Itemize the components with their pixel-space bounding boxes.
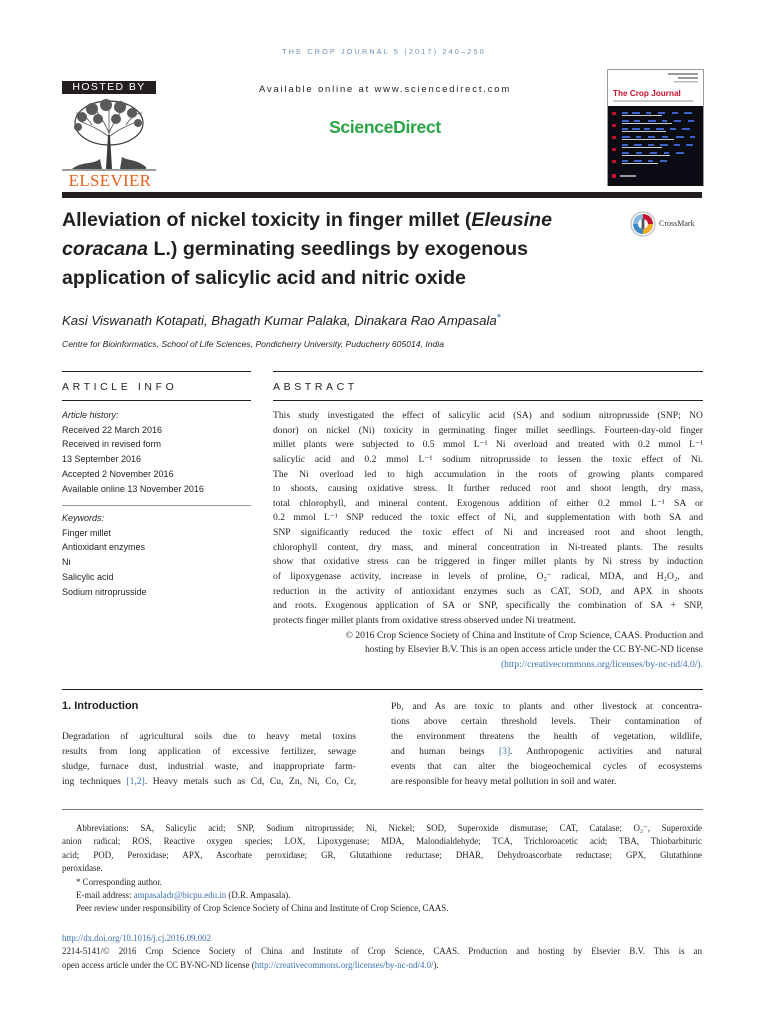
corresponding-author-note: * Corresponding author. <box>76 876 163 887</box>
intro-line: Degradation of agricultural soils due to heavy metal toxins <box>62 731 356 742</box>
abstract-top-rule <box>273 371 703 372</box>
crossmark-badge[interactable] <box>630 211 702 237</box>
title-part-2: L.) germinating seedlings by exogenous <box>148 238 529 260</box>
abstract-copyright: hosting by Elsevier B.V. This is an open access article under the CC BY-NC-ND license <box>364 644 703 656</box>
abstract-line: and roots. Exogenous application of SA or SNP, specifically the combination of SA + SNP, <box>273 600 703 612</box>
title-part-1: Alleviation of nickel toxicity in finger millet ( <box>62 209 472 231</box>
email-line <box>62 889 702 902</box>
article-history <box>62 408 204 496</box>
abstract-line: millet plants were subjected to 0.5 mmol L⁻¹ Ni overload and treated with 0.2 mmol L⁻¹ <box>273 439 703 451</box>
author-list <box>62 312 501 328</box>
article-info-mid-rule <box>62 400 251 401</box>
abstract-line: SNP significantly reduced the toxic effect of Ni and increased root and shoot length, <box>273 527 703 539</box>
keyword-item: Finger millet <box>62 527 112 538</box>
author-names: Kasi Viswanath Kotapati, Bhagath Kumar Palaka, Dinakara Rao Ampasala <box>62 313 497 328</box>
doi-block <box>62 932 702 972</box>
article-info-heading: ARTICLE INFO <box>62 381 178 393</box>
crossmark-icon <box>630 211 656 237</box>
keywords <box>62 511 147 599</box>
abstract-copyright: © 2016 Crop Science Society of China and Institute of Crop Science, CAAS. Production and <box>345 629 703 641</box>
email-link[interactable]: ampasaladr@bicpu.edu.in <box>133 889 227 900</box>
intro-right-column <box>391 699 702 789</box>
abstract-license-line <box>273 658 703 673</box>
cover-image <box>608 106 703 186</box>
history-received: Received 22 March 2016 <box>62 424 163 435</box>
keyword-item: Salicylic acid <box>62 571 114 582</box>
intro-line: are responsible for heavy metal pollution in soil and water. <box>391 776 617 787</box>
abstract-line: show that oxidative stress can be triggered in finger millet plants by Ni stress by induction <box>273 556 703 568</box>
abstract-line: salicylic acid and 0.2 mmol L⁻¹ sodium nitroprusside to lessen the toxic effect of Ni. <box>273 453 703 465</box>
abstract-line: donor) on nickel (Ni) toxicity in germinating finger millet seedlings. Fourteen-day-old finger <box>273 424 703 436</box>
citation-link[interactable]: [1,2] <box>126 776 145 787</box>
elsevier-wordmark: ELSEVIER <box>68 171 152 190</box>
article-title <box>62 206 622 293</box>
hosted-by-label: HOSTED BY <box>62 81 156 94</box>
email-suffix: (D.R. Ampasala). <box>226 889 291 900</box>
elsevier-tree-logo <box>62 95 156 171</box>
email-label: E-mail address: <box>76 889 134 900</box>
corresponding-author-mark[interactable]: * <box>496 312 501 324</box>
keywords-label: Keywords: <box>62 513 105 523</box>
history-label: Article history: <box>62 410 119 420</box>
intro-line: events that can alter the biogeochemical cycles of ecosystems <box>391 761 702 772</box>
keyword-item: Ni <box>62 557 71 568</box>
header-rule <box>62 192 702 198</box>
article-info-divider <box>62 505 251 506</box>
article-info-top-rule <box>62 371 251 372</box>
citation-link[interactable]: [3] <box>498 746 511 757</box>
intro-line <box>391 744 702 759</box>
abbreviations-footnote <box>62 822 702 916</box>
cover-subtitle-rule <box>613 100 693 102</box>
intro-line: Pb, and As are toxic to plants and other livestock at concentra- <box>391 701 702 712</box>
journal-running-head: THE CROP JOURNAL 5 (2017) 240–250 <box>282 47 486 56</box>
abstract-line: The Ni overload led to high accumulation in the roots of growing plants compared <box>273 468 703 480</box>
cover-title: The Crop Journal <box>613 89 681 98</box>
abstract-line: This study investigated the effect of salicylic acid (SA) and sodium nitroprusside (SNP; NO <box>273 410 703 421</box>
crossmark-label: CrossMark <box>659 219 695 228</box>
sciencedirect-logo[interactable]: ScienceDirect <box>329 117 441 137</box>
affiliation: Centre for Bioinformatics, School of Life Sciences, Pondicherry University, Puducherry 605014, India <box>62 339 444 349</box>
abstract-line: total chlorophyll, and mineral content. Exogenous addition of either 0.2 mmol L⁻¹ SA or <box>273 497 703 509</box>
history-revised-date: 13 September 2016 <box>62 454 142 465</box>
abstract-mid-rule <box>273 400 703 401</box>
cover-top-band <box>608 70 703 85</box>
footnote-rule <box>62 809 703 810</box>
abbreviations-line: peroxidase. <box>62 863 103 874</box>
license-link[interactable]: (http://creativecommons.org/licenses/by-nc-nd/4.0/). <box>500 658 703 670</box>
license-url-link[interactable]: http://creativecommons.org/licenses/by-nc-nd/4.0/ <box>254 959 434 970</box>
intro-text: . Anthropogenic activities and natural <box>510 746 702 757</box>
abstract-line: of lipoxygenase activity, increase in levels of proline, O₂⁻ radical, MDA, and H₂O₂, and <box>273 571 703 583</box>
abstract-line: chlorophyll content, dry mass, and mineral concentration in Ni-treated plants. The results <box>273 541 703 553</box>
intro-text: and human beings <box>391 746 499 757</box>
abstract-line: 0.2 mmol L⁻¹ SNP reduced the toxic effect of Ni, and supplementation with both SA and <box>273 512 703 524</box>
intro-text: ing techniques <box>62 776 127 787</box>
title-species-epithet: coracana <box>62 238 149 260</box>
intro-text: . Heavy metals such as Cd, Cu, Zn, Ni, Co, Cr, <box>144 776 356 787</box>
peer-review-note: Peer review under responsibility of Crop Science Society of China and Institute of Crop Science, CAAS. <box>76 903 449 914</box>
abstract-line: reduction in the activity of antioxidant enzymes such as CAT, SOD, and APX in shoots <box>273 585 703 597</box>
intro-line: the environment threatens the health of vegetation, wildlife, <box>391 731 702 742</box>
abstract-line: to shoots, causing oxidative stress. It further reduced root and shoot length, dry mass, <box>273 483 703 495</box>
abbreviations-line: anion radical; ROS, Reactive oxygen species; LOX, Lipoxygenase; MDA, Malondialdehyde; TCA, Trichloroacetic acid; TBA, Thiobarbituric <box>62 836 702 847</box>
section-heading-introduction: 1. Introduction <box>62 700 139 712</box>
abbreviations-line: Abbreviations: SA, Salicylic acid; SNP, Sodium nitroprusside; Ni, Nickel; SOD, Superoxide dismutase; CAT, Catalase; O₂⁻, Superoxide <box>76 823 702 833</box>
history-online: Available online 13 November 2016 <box>62 483 204 494</box>
journal-cover-thumbnail[interactable] <box>607 69 704 186</box>
body-top-rule <box>62 689 703 690</box>
abstract-heading: ABSTRACT <box>273 381 358 393</box>
intro-line: results from long application of excessive fertilizer, sewage <box>62 746 356 757</box>
license-line <box>62 959 702 972</box>
intro-line <box>62 774 356 789</box>
abstract-line: protects finger millet plants from oxidative stress observed under Ni treatment. <box>273 614 576 626</box>
doi-link[interactable]: http://dx.doi.org/10.1016/j.cj.2016.09.002 <box>62 933 211 943</box>
intro-line: sludge, furnace dust, industrial waste, and inappropriate farm- <box>62 761 356 772</box>
title-species-genus: Eleusine <box>471 209 552 231</box>
license-suffix: ). <box>433 959 439 970</box>
license-prefix: open access article under the CC BY-NC-ND license ( <box>62 959 255 970</box>
keyword-item: Sodium nitroprusside <box>62 586 147 597</box>
history-revised: Received in revised form <box>62 439 162 450</box>
intro-line: tions above certain threshold levels. Their contamination of <box>391 716 702 727</box>
available-online-text: Available online at www.sciencedirect.com <box>258 84 512 95</box>
title-part-3: application of salicylic acid and nitric oxide <box>62 267 466 289</box>
keyword-item: Antioxidant enzymes <box>62 542 146 553</box>
issn-line: 2214-5141/© 2016 Crop Science Society of China and Institute of Crop Science, CAAS. Production and hosting by Elsevier B.V. This is an <box>62 946 702 957</box>
abstract-body <box>273 409 703 673</box>
history-accepted: Accepted 2 November 2016 <box>62 468 174 479</box>
abbreviations-line: acid; POD, Peroxidase; APX, Ascorbate peroxidase; GR, Glutathione reductase; DHAR, Dehydroascorbate reductase; GPX, Glutathione <box>62 849 702 860</box>
intro-left-column <box>62 729 356 789</box>
